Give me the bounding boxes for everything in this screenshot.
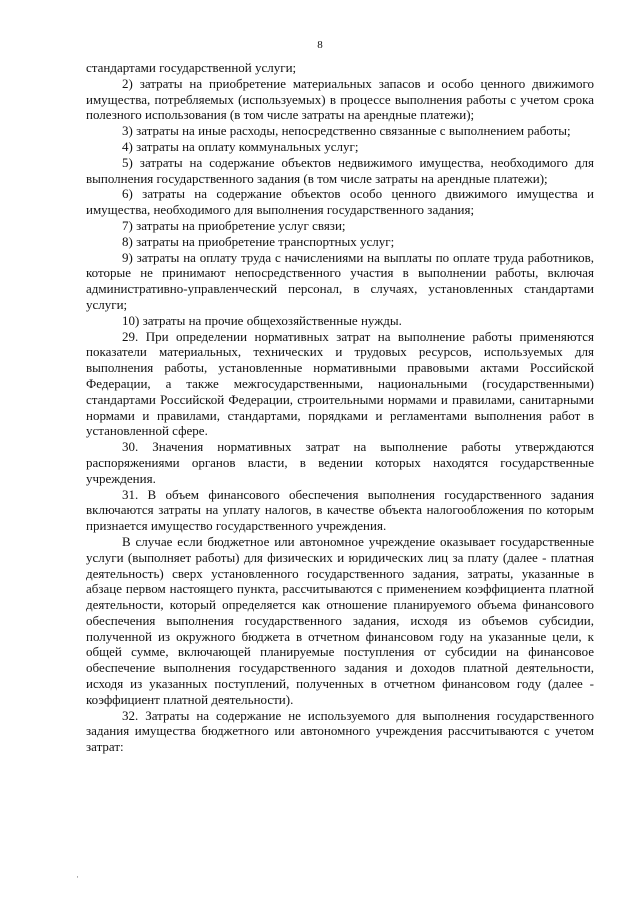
paragraph-item-6: 6) затраты на содержание объектов особо ценного движимого имущества и имущества, необходимого для выполнения государственного задания; — [86, 186, 594, 218]
paragraph-item-2: 2) затраты на приобретение материальных запасов и особо ценного движимого имущества, потребляемых (используемых) в процессе выполнения работы с учетом срока полезного использования (в том числе затраты на арендные платежи); — [86, 75, 594, 123]
paragraph-section-29: 29. При определении нормативных затрат на выполнение работы применяются показатели материальных, технических и трудовых ресурсов, используемых для выполнения работы, установленные нормативными правовыми актами Российской Федерации, а также межгосударственными, национальными (государственными) стандартами Российской Федерации, строительными нормами и правилами, санитарными нормами и правилами, стандартами, порядками и регламентами выполнения работ в установленной сфере. — [86, 328, 594, 439]
paragraph-item-4: 4) затраты на оплату коммунальных услуг; — [122, 138, 359, 154]
paragraph-section-30: 30. Значения нормативных затрат на выполнение работы утверждаются распоряжениями органов власти, в ведении которых находятся государственные учреждения. — [86, 439, 594, 486]
paragraph-item-8: 8) затраты на приобретение транспортных услуг; — [122, 233, 395, 249]
paragraph-item-5: 5) затраты на содержание объектов недвижимого имущества, необходимого для выполнения государственного задания (в том числе затраты на арендные платежи); — [86, 154, 594, 186]
paragraph-item-10: 10) затраты на прочие общехозяйственные нужды. — [122, 312, 402, 328]
paragraph-item-7: 7) затраты на приобретение услуг связи; — [122, 217, 346, 233]
scan-speck: · — [76, 872, 79, 882]
paragraph-item-3: 3) затраты на иные расходы, непосредственно связанные с выполнением работы; — [122, 123, 571, 139]
paragraph-section-31-case: В случае если бюджетное или автономное учреждение оказывает государственные услуги (выполняет работы) для физических и юридических лиц за плату (далее - платная деятельность) сверх установленного государственного задания, затраты, указанные в абзаце первом настоящего пункта, рассчитываются с применением коэффициента платной деятельности, который определяется как отношение планируемого объема финансового обеспечения выполнения государственного задания, исходя из объемов субсидии, полученной из окружного бюджета в отчетном финансовом году на указанные цели, к общей сумме, включающей планируемые поступления от субсидии на финансовое обеспечение выполнения государственного задания и доходов платной деятельности, исходя из указанных поступлений, полученных в отчетном финансовом году (далее - коэффициент платной деятельности). — [86, 533, 594, 707]
paragraph-section-32: 32. Затраты на содержание не используемого для выполнения государственного задания имущества бюджетного или автономного учреждения рассчитываются с учетом затрат: — [86, 707, 594, 755]
document-body — [86, 60, 594, 755]
paragraph-continuation: стандартами государственной услуги; — [86, 60, 297, 75]
paragraph-item-9: 9) затраты на оплату труда с начислениями на выплаты по оплате труда работников, которые не принимают непосредственного участия в выполнении работы, включая административно-управленческий персонал, в случаях, установленных стандартами услуги; — [86, 249, 594, 312]
paragraph-section-31: 31. В объем финансового обеспечения выполнения государственного задания включаются затраты на уплату налогов, в качестве объекта налогообложения по которым признается имущество государственного учреждения. — [86, 486, 594, 534]
page-number: 8 — [317, 39, 323, 51]
